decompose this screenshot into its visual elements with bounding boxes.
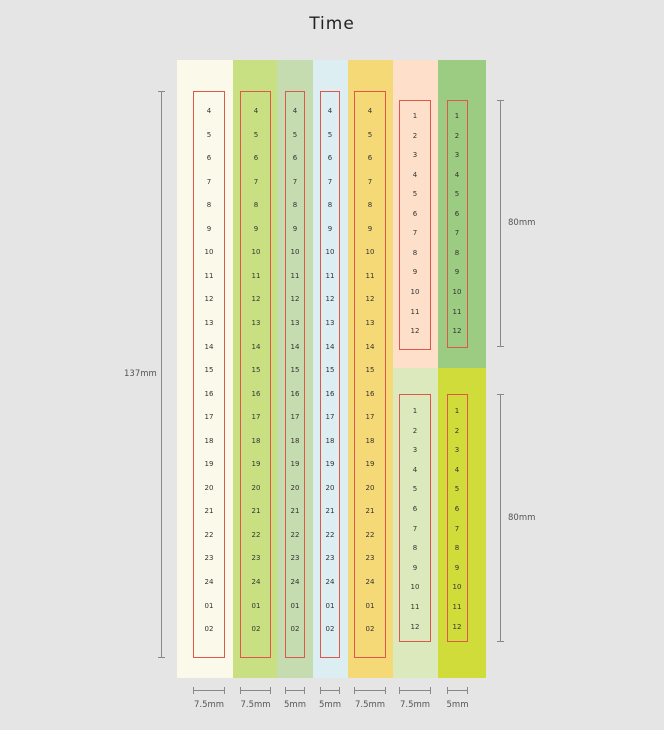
width-dimension-line <box>193 690 225 691</box>
dimension-label-top-right: 80mm <box>508 218 536 228</box>
hour-label: 24 <box>290 578 300 586</box>
month-label: 9 <box>454 268 460 277</box>
month-label: 7 <box>412 524 418 533</box>
hour-label: 4 <box>206 107 212 115</box>
month-label: 5 <box>412 485 418 494</box>
hour-label: 14 <box>204 342 214 351</box>
month-label: 2 <box>412 426 418 435</box>
month-label: 6 <box>454 505 460 513</box>
hour-label: 19 <box>290 460 300 469</box>
hour-label: 24 <box>325 578 335 586</box>
month-label: 8 <box>412 248 418 257</box>
dimension-cap <box>193 687 194 694</box>
hour-label: 01 <box>325 601 335 610</box>
hour-label: 11 <box>204 271 214 280</box>
hour-label: 19 <box>251 460 261 469</box>
dimension-cap <box>270 687 271 694</box>
hours-box-2 <box>240 91 271 658</box>
month-label: 2 <box>454 131 460 140</box>
hour-label: 23 <box>251 554 261 563</box>
hour-label: 16 <box>290 389 300 398</box>
hour-label: 20 <box>290 483 300 492</box>
hour-label: 13 <box>325 318 335 327</box>
month-label: 7 <box>454 524 460 533</box>
hour-label: 5 <box>292 130 298 139</box>
month-label: 8 <box>412 544 418 553</box>
month-label: 8 <box>454 248 460 257</box>
hour-label: 16 <box>251 389 261 398</box>
hour-label: 12 <box>251 295 261 304</box>
hour-label: 17 <box>290 413 300 422</box>
month-label: 12 <box>452 327 462 336</box>
dimension-line-top-right <box>500 100 501 347</box>
hour-label: 7 <box>327 177 333 186</box>
month-label: 11 <box>410 307 420 316</box>
width-dimension-label: 5mm <box>446 700 469 710</box>
month-label: 10 <box>410 287 420 296</box>
month-label: 12 <box>452 622 462 631</box>
hour-label: 01 <box>251 601 261 610</box>
hour-label: 22 <box>251 530 261 539</box>
hour-label: 22 <box>290 530 300 539</box>
hour-label: 20 <box>204 483 214 492</box>
hour-label: 8 <box>292 201 298 210</box>
hour-label: 8 <box>206 201 212 210</box>
dimension-cap <box>224 687 225 694</box>
month-label: 9 <box>412 563 418 572</box>
hour-label: 7 <box>206 177 212 186</box>
hour-label: 14 <box>325 342 335 351</box>
hour-label: 01 <box>365 601 375 610</box>
dimension-cap <box>339 687 340 694</box>
month-label: 1 <box>412 112 418 120</box>
month-label: 4 <box>454 465 460 474</box>
width-dimension-label: 7.5mm <box>193 700 225 710</box>
hour-label: 21 <box>251 507 261 516</box>
dimension-label-total: 137mm <box>124 369 157 379</box>
hour-label: 6 <box>367 154 373 163</box>
hour-label: 10 <box>325 248 335 257</box>
hour-label: 16 <box>365 389 375 398</box>
hour-label: 18 <box>290 436 300 445</box>
month-label: 12 <box>410 622 420 631</box>
hour-label: 4 <box>327 107 333 115</box>
hour-label: 23 <box>290 554 300 563</box>
hour-label: 17 <box>325 413 335 422</box>
hour-label: 02 <box>325 625 335 634</box>
hour-label: 15 <box>365 366 375 375</box>
hour-label: 6 <box>206 154 212 163</box>
hour-label: 19 <box>204 460 214 469</box>
width-dimension-line <box>447 690 468 691</box>
hour-label: 22 <box>365 530 375 539</box>
hour-label: 7 <box>367 177 373 186</box>
hours-box-3 <box>285 91 305 658</box>
page-title: Time <box>309 14 355 34</box>
month-label: 3 <box>412 151 418 160</box>
dimension-cap <box>320 687 321 694</box>
hour-label: 10 <box>204 248 214 257</box>
month-label: 10 <box>410 583 420 592</box>
month-label: 3 <box>454 446 460 455</box>
dimension-cap <box>497 346 504 347</box>
dimension-line-total <box>161 91 162 658</box>
dimension-cap <box>304 687 305 694</box>
hour-label: 18 <box>325 436 335 445</box>
hour-label: 13 <box>365 318 375 327</box>
month-label: 6 <box>412 505 418 513</box>
month-label: 10 <box>452 287 462 296</box>
width-dimension-line <box>354 690 386 691</box>
hour-label: 12 <box>365 295 375 304</box>
month-label: 4 <box>412 465 418 474</box>
month-label: 5 <box>454 190 460 199</box>
hour-label: 16 <box>325 389 335 398</box>
hour-label: 21 <box>204 507 214 516</box>
dimension-cap <box>240 687 241 694</box>
dimension-cap <box>354 687 355 694</box>
hour-label: 9 <box>292 224 298 233</box>
hour-label: 24 <box>251 578 261 586</box>
hour-label: 12 <box>290 295 300 304</box>
hour-label: 19 <box>325 460 335 469</box>
hour-label: 22 <box>204 530 214 539</box>
month-label: 2 <box>454 426 460 435</box>
month-label: 11 <box>452 603 462 611</box>
hour-label: 16 <box>204 389 214 398</box>
hour-label: 02 <box>365 625 375 634</box>
dimension-line-bottom-right <box>500 394 501 642</box>
width-dimension-line <box>399 690 431 691</box>
width-dimension-line <box>320 690 340 691</box>
width-dimension-line <box>285 690 305 691</box>
hour-label: 7 <box>253 177 259 186</box>
hour-label: 4 <box>292 107 298 115</box>
width-dimension-line <box>240 690 271 691</box>
hour-label: 18 <box>251 436 261 445</box>
hour-label: 20 <box>365 483 375 492</box>
hour-label: 5 <box>367 130 373 139</box>
month-label: 5 <box>412 190 418 199</box>
hour-label: 6 <box>253 154 259 163</box>
hour-label: 17 <box>204 413 214 422</box>
hour-label: 02 <box>251 625 261 634</box>
hour-label: 11 <box>365 271 375 280</box>
hour-label: 15 <box>204 366 214 375</box>
month-label: 7 <box>454 229 460 238</box>
hour-label: 8 <box>367 201 373 210</box>
hour-label: 19 <box>365 460 375 469</box>
month-label: 6 <box>454 209 460 218</box>
hour-label: 20 <box>325 483 335 492</box>
hour-label: 8 <box>253 201 259 210</box>
dimension-cap <box>385 687 386 694</box>
hour-label: 5 <box>206 130 212 139</box>
hour-label: 9 <box>206 224 212 233</box>
hour-label: 4 <box>253 107 259 115</box>
dimension-cap <box>497 100 504 101</box>
month-label: 5 <box>454 485 460 494</box>
hour-label: 6 <box>327 154 333 163</box>
month-label: 8 <box>454 544 460 553</box>
hour-label: 21 <box>290 507 300 516</box>
hour-label: 21 <box>365 507 375 516</box>
hour-label: 17 <box>365 413 375 422</box>
hour-label: 12 <box>204 295 214 304</box>
month-label: 7 <box>412 229 418 238</box>
hour-label: 23 <box>325 554 335 563</box>
hour-label: 11 <box>251 271 261 280</box>
hour-label: 10 <box>365 248 375 257</box>
hour-label: 12 <box>325 295 335 304</box>
hour-label: 13 <box>204 318 214 327</box>
dimension-cap <box>285 687 286 694</box>
hour-label: 6 <box>292 154 298 163</box>
hour-label: 18 <box>204 436 214 445</box>
width-dimension-label: 7.5mm <box>240 700 271 710</box>
hour-label: 18 <box>365 436 375 445</box>
hour-label: 11 <box>290 271 300 280</box>
hour-label: 15 <box>325 366 335 375</box>
hours-box-5 <box>354 91 386 658</box>
dimension-cap <box>430 687 431 694</box>
width-dimension-label: 7.5mm <box>399 700 431 710</box>
hour-label: 10 <box>290 248 300 257</box>
month-label: 4 <box>412 170 418 179</box>
hour-label: 02 <box>290 625 300 634</box>
hour-label: 11 <box>325 271 335 280</box>
hour-label: 7 <box>292 177 298 186</box>
month-label: 1 <box>412 407 418 415</box>
hour-label: 20 <box>251 483 261 492</box>
hour-label: 4 <box>367 107 373 115</box>
width-dimension-label: 5mm <box>319 700 341 710</box>
month-label: 1 <box>454 407 460 415</box>
hour-label: 13 <box>290 318 300 327</box>
month-label: 3 <box>412 446 418 455</box>
month-label: 9 <box>412 268 418 277</box>
hours-box-4 <box>320 91 340 658</box>
month-label: 11 <box>410 603 420 611</box>
month-label: 2 <box>412 131 418 140</box>
month-label: 6 <box>412 209 418 218</box>
month-label: 9 <box>454 563 460 572</box>
hour-label: 9 <box>253 224 259 233</box>
width-dimension-label: 5mm <box>284 700 306 710</box>
hour-label: 24 <box>365 578 375 586</box>
dimension-cap <box>158 91 165 92</box>
hour-label: 9 <box>327 224 333 233</box>
month-label: 11 <box>452 307 462 316</box>
dimension-label-bottom-right: 80mm <box>508 513 536 523</box>
hour-label: 9 <box>367 224 373 233</box>
hour-label: 8 <box>327 201 333 210</box>
month-label: 3 <box>454 151 460 160</box>
hour-label: 5 <box>253 130 259 139</box>
hour-label: 15 <box>251 366 261 375</box>
hour-label: 22 <box>325 530 335 539</box>
hour-label: 14 <box>251 342 261 351</box>
dimension-cap <box>497 394 504 395</box>
hour-label: 23 <box>365 554 375 563</box>
hour-label: 01 <box>290 601 300 610</box>
hour-label: 02 <box>204 625 214 634</box>
hour-label: 10 <box>251 248 261 257</box>
hour-label: 17 <box>251 413 261 422</box>
hour-label: 13 <box>251 318 261 327</box>
dimension-cap <box>447 687 448 694</box>
hour-label: 21 <box>325 507 335 516</box>
width-dimension-label: 7.5mm <box>354 700 386 710</box>
hour-label: 15 <box>290 366 300 375</box>
dimension-cap <box>158 657 165 658</box>
month-label: 4 <box>454 170 460 179</box>
month-label: 12 <box>410 327 420 336</box>
hour-label: 5 <box>327 130 333 139</box>
dimension-cap <box>399 687 400 694</box>
hour-label: 23 <box>204 554 214 563</box>
hour-label: 01 <box>204 601 214 610</box>
month-label: 1 <box>454 112 460 120</box>
hour-label: 14 <box>290 342 300 351</box>
dimension-cap <box>497 641 504 642</box>
hours-box-1 <box>193 91 225 658</box>
hour-label: 24 <box>204 578 214 586</box>
hour-label: 14 <box>365 342 375 351</box>
month-label: 10 <box>452 583 462 592</box>
dimension-cap <box>467 687 468 694</box>
